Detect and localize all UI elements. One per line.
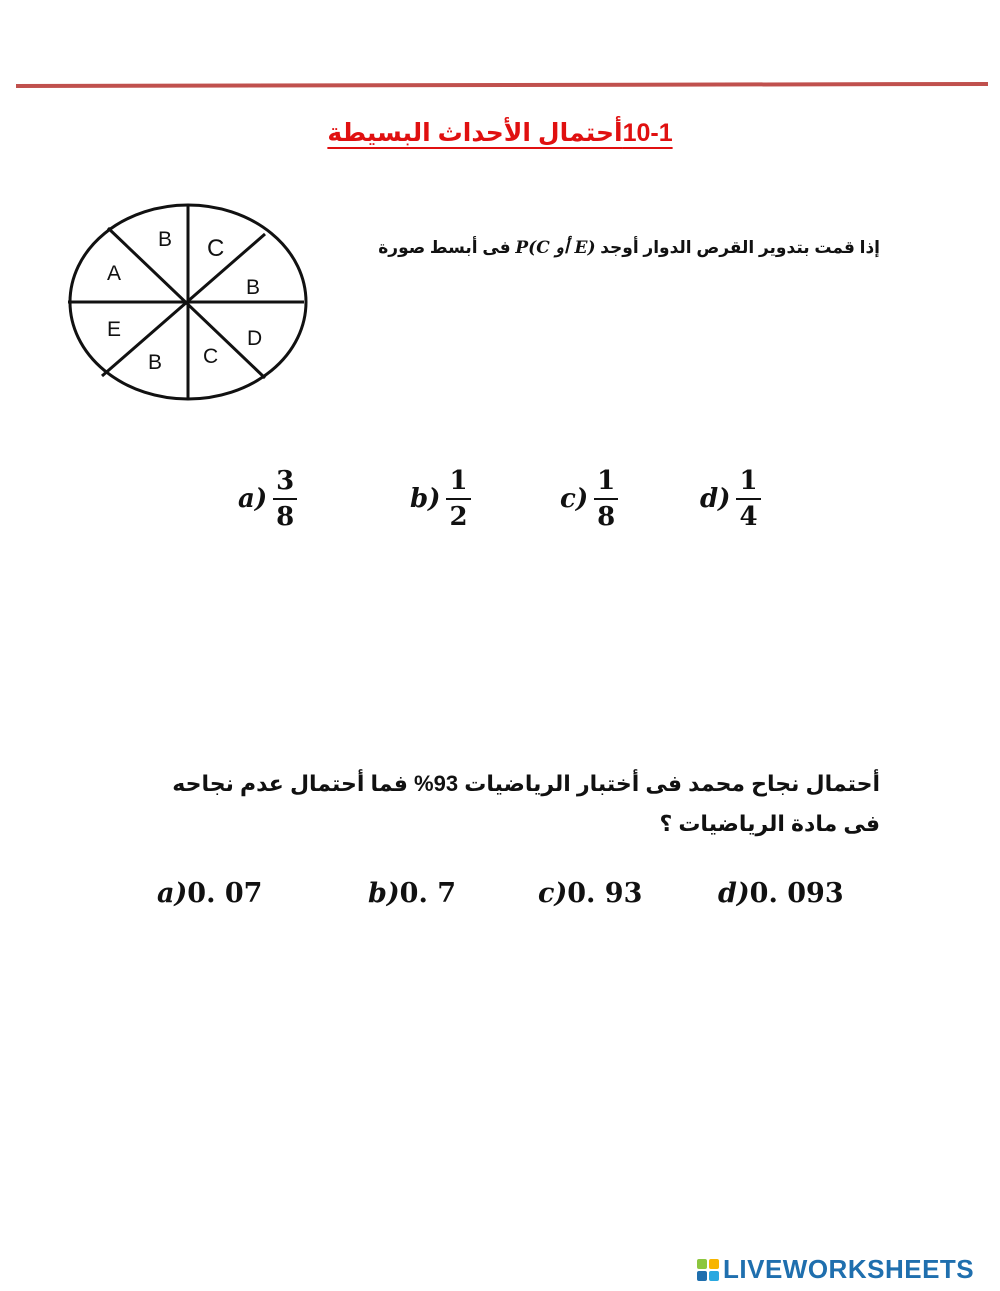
spinner-label: A xyxy=(107,262,122,285)
option-label: d) xyxy=(718,878,750,909)
fraction-numerator: 1 xyxy=(449,466,468,496)
logo-text: LIVEWORKSHEETS xyxy=(723,1254,975,1284)
spinner-label: C xyxy=(203,345,219,368)
question2-option-a[interactable] xyxy=(157,878,262,909)
option-label: b) xyxy=(368,878,400,909)
fraction-denominator: 8 xyxy=(597,502,616,532)
fraction-numerator: 1 xyxy=(597,466,616,496)
logo-mark-icon xyxy=(697,1259,719,1281)
question1-text-after: فى أبسط صورة xyxy=(378,238,516,257)
option-label: a) xyxy=(157,878,188,909)
option-label: a) xyxy=(238,484,268,514)
spinner-label: B xyxy=(246,276,261,299)
lesson-title: 10-1أحتمال الأحداث البسيطة xyxy=(327,119,673,147)
option-label: d) xyxy=(700,484,731,514)
option-label: b) xyxy=(410,484,441,514)
fraction-numerator: 1 xyxy=(739,466,758,496)
top-divider-line xyxy=(16,82,988,88)
option-label: c) xyxy=(560,484,589,514)
fraction-denominator: 8 xyxy=(276,502,295,532)
question1-expression: P(C أو E) xyxy=(515,238,596,258)
spinner-diagram xyxy=(60,200,310,410)
option-label: c) xyxy=(538,878,568,909)
logo-square xyxy=(709,1259,719,1269)
option-value: 0. 7 xyxy=(399,878,457,909)
question2-option-b[interactable] xyxy=(368,878,456,909)
question2-option-d[interactable] xyxy=(718,878,844,909)
spinner-label: C xyxy=(207,235,225,262)
question2-option-c[interactable] xyxy=(538,878,642,909)
option-value: 0. 07 xyxy=(187,878,263,909)
question1-text xyxy=(378,238,880,258)
fraction-denominator: 4 xyxy=(739,502,758,532)
fraction-denominator: 2 xyxy=(449,502,468,532)
option-value: 0. 093 xyxy=(749,878,844,909)
question1-option-b[interactable] xyxy=(410,468,471,530)
spinner-label: B xyxy=(148,351,163,374)
question2-text: أحتمال نجاح محمد فى أختبار الرياضيات 93% فما أحتمال عدم نجاحه فى مادة الرياضيات ؟ xyxy=(172,771,880,836)
question1-option-a[interactable] xyxy=(238,468,297,530)
liveworksheets-logo[interactable] xyxy=(697,1254,974,1285)
spinner-label: D xyxy=(247,327,263,350)
fraction-numerator: 3 xyxy=(276,466,295,496)
logo-square xyxy=(697,1271,707,1281)
question1-option-d[interactable] xyxy=(700,468,761,530)
option-fraction xyxy=(736,468,760,530)
option-fraction xyxy=(273,468,297,530)
spinner-label: E xyxy=(107,318,122,341)
option-fraction xyxy=(594,468,618,530)
question1-option-c[interactable] xyxy=(560,468,618,530)
option-fraction xyxy=(446,468,470,530)
logo-square xyxy=(709,1271,719,1281)
question1-text-before: إذا قمت بتدوير القرص الدوار أوجد xyxy=(595,238,880,257)
option-value: 0. 93 xyxy=(567,878,643,909)
spinner-label: B xyxy=(158,228,173,251)
logo-square xyxy=(697,1259,707,1269)
